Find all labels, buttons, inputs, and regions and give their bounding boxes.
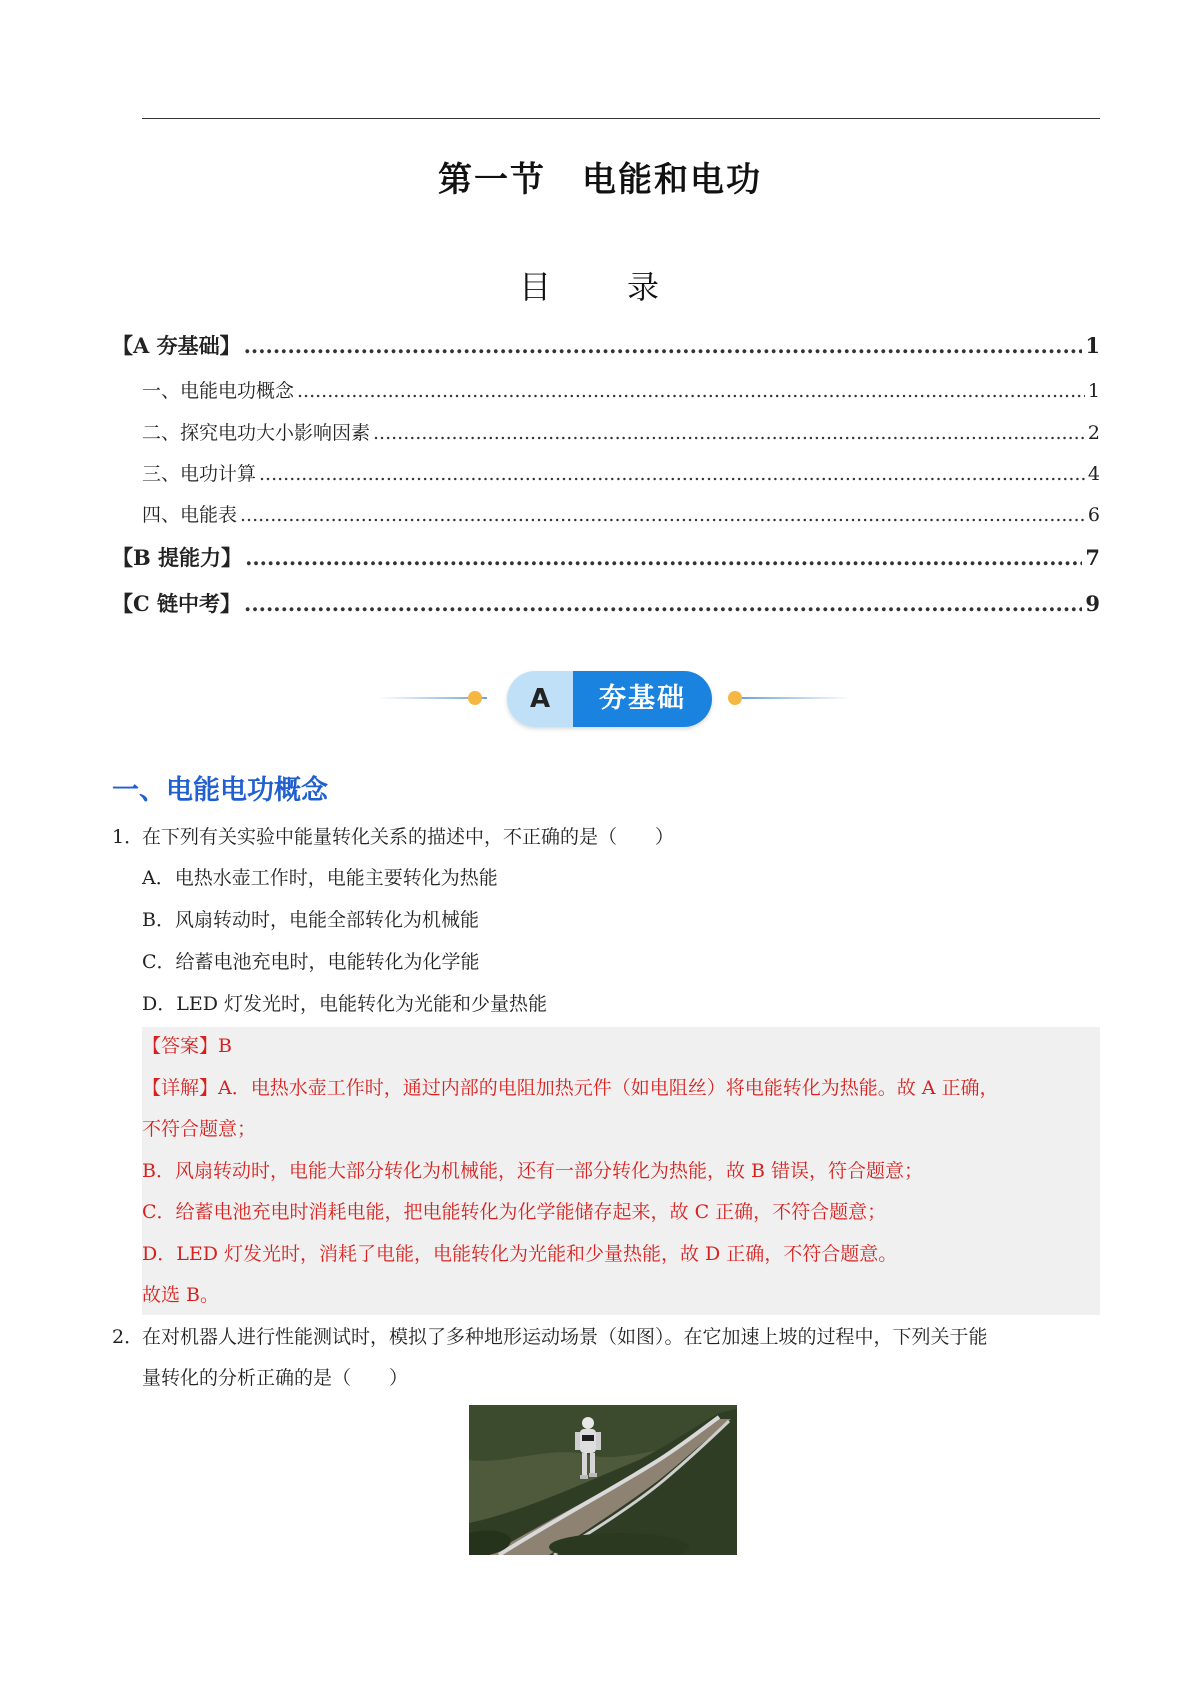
toc-leader-dots — [373, 422, 1085, 444]
toc-entry-page: 7 — [1085, 545, 1100, 570]
toc-entry-page: 9 — [1085, 591, 1100, 616]
toc-entry-c[interactable] — [112, 588, 1100, 618]
toc-entry-a[interactable] — [112, 330, 1100, 360]
toc-entry-page: 6 — [1087, 504, 1100, 526]
question-1-stem — [112, 817, 674, 858]
question-2-stem-cont: 量转化的分析正确的是（ ） — [142, 1367, 409, 1389]
banner-letter: A — [507, 671, 573, 727]
analysis-line: 故选 B。 — [142, 1284, 220, 1306]
analysis-line: C．给蓄电池充电时消耗电能，把电能转化为化学能储存起来，故 C 正确，不符合题意； — [142, 1201, 887, 1223]
toc-leader-dots — [245, 545, 1082, 570]
banner-dot-left — [468, 691, 482, 705]
toc-entry-label: 【A 夯基础】 — [112, 333, 241, 358]
toc-entry-1[interactable] — [142, 376, 1100, 403]
toc-entry-3[interactable] — [142, 459, 1100, 486]
toc-entry-page: 1 — [1085, 333, 1100, 358]
toc-leader-dots — [259, 463, 1085, 485]
toc-leader-dots — [297, 380, 1085, 402]
option-d: D．LED 灯发光时，电能转化为光能和少量热能 — [142, 993, 547, 1015]
banner-pill — [507, 671, 712, 727]
section-title: 一、电能电功概念 — [112, 775, 328, 806]
page-title: 第一节 电能和电功 — [438, 160, 762, 200]
toc-heading: 目 录 — [518, 268, 681, 306]
toc-entry-label: 三、电功计算 — [142, 463, 257, 485]
analysis-line: 【详解】A．电热水壶工作时，通过内部的电阻加热元件（如电阻丝）将电能转化为热能。故 A 正确， — [142, 1077, 999, 1099]
option-a: A．电热水壶工作时，电能主要转化为热能 — [142, 867, 498, 889]
toc-leader-dots — [240, 504, 1085, 526]
header-rule — [142, 118, 1100, 119]
question-number: 1． — [112, 826, 144, 848]
analysis-line: 不符合题意； — [142, 1118, 257, 1140]
toc-entry-page: 1 — [1087, 380, 1100, 402]
toc-leader-dots — [244, 591, 1082, 616]
toc-entry-label: 一、电能电功概念 — [142, 380, 295, 402]
question-2-stem — [112, 1317, 988, 1358]
toc-entry-label: 【B 提能力】 — [112, 545, 243, 570]
option-c: C．给蓄电池充电时，电能转化为化学能 — [142, 951, 480, 973]
toc-entry-label: 四、电能表 — [142, 504, 238, 526]
toc-entry-b[interactable] — [112, 542, 1100, 572]
option-b: B．风扇转动时，电能全部转化为机械能 — [142, 909, 479, 931]
banner-label: 夯基础 — [573, 671, 712, 727]
question-number: 2． — [112, 1326, 144, 1348]
question-text: 在对机器人进行性能测试时，模拟了多种地形运动场景（如图）。在它加速上坡的过程中，下列关于能 — [142, 1326, 988, 1348]
section-banner — [357, 664, 862, 734]
toc-entry-label: 二、探究电功大小影响因素 — [142, 422, 371, 444]
toc-entry-label: 【C 链中考】 — [112, 591, 242, 616]
toc-entry-2[interactable] — [142, 418, 1100, 445]
toc-leader-dots — [244, 333, 1083, 358]
question-text: 在下列有关实验中能量转化关系的描述中，不正确的是（ ） — [142, 826, 675, 848]
toc-entry-4[interactable] — [142, 500, 1100, 527]
analysis-line: B．风扇转动时，电能大部分转化为机械能，还有一部分转化为热能，故 B 错误，符合题意； — [142, 1160, 924, 1182]
robot-slope-photo — [469, 1405, 737, 1555]
toc-entry-page: 2 — [1087, 422, 1100, 444]
toc-entry-page: 4 — [1087, 463, 1100, 485]
banner-dot-right — [728, 691, 742, 705]
banner-line-right — [742, 697, 852, 699]
analysis-line: D．LED 灯发光时，消耗了电能，电能转化为光能和少量热能，故 D 正确，不符合题意。 — [142, 1243, 898, 1265]
answer-line: 【答案】B — [142, 1035, 232, 1057]
